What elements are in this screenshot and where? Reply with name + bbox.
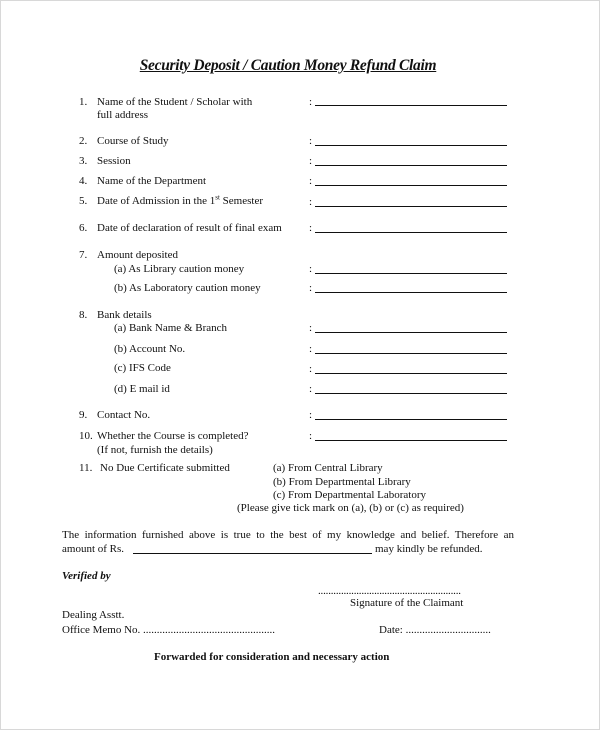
verified-by-label: Verified by (62, 570, 111, 582)
sub-label-account-no: (b) Account No. (114, 343, 186, 355)
colon: : (309, 155, 313, 167)
office-memo-field[interactable]: Office Memo No. ................................................ (62, 624, 276, 636)
item-label-bank-details: Bank details (97, 309, 152, 321)
admission-date-field[interactable] (315, 206, 507, 207)
colon: : (309, 135, 313, 147)
item-label-result-date: Date of declaration of result of final exam (97, 222, 282, 234)
sub-label-ifs-code: (c) IFS Code (114, 362, 171, 374)
item-label-course-completed: Whether the Course is completed? (97, 430, 249, 442)
item-label-furnish-details: (If not, furnish the details) (97, 444, 213, 456)
colon: : (309, 383, 313, 395)
library-caution-field[interactable] (315, 273, 507, 274)
sub-label-lab-caution: (b) As Laboratory caution money (114, 282, 261, 294)
superscript: st (215, 193, 220, 202)
colon: : (309, 409, 313, 421)
forwarded-note: Forwarded for consideration and necessary action (154, 651, 390, 663)
declaration-text: The information furnished above is true to the best of my knowledge and belief. Therefore an (62, 529, 514, 541)
colon: : (309, 175, 313, 187)
sub-label-library-caution: (a) As Library caution money (114, 263, 245, 275)
bank-name-field[interactable] (315, 332, 507, 333)
course-field[interactable] (315, 145, 507, 146)
item-number: 7. (79, 249, 88, 261)
item-number: 8. (79, 309, 88, 321)
item-number: 1. (79, 96, 88, 108)
item-number: 11. (79, 462, 93, 474)
amount-suffix: may kindly be refunded. (375, 543, 483, 555)
option-departmental-laboratory[interactable]: (c) From Departmental Laboratory (273, 489, 427, 501)
item-label-admission-date (97, 195, 263, 208)
colon: : (309, 263, 313, 275)
item-label-student-name: Name of the Student / Scholar with (97, 96, 253, 108)
course-completed-field[interactable] (315, 440, 507, 441)
item-label-address: full address (97, 109, 149, 121)
item-number: 6. (79, 222, 88, 234)
option-departmental-library[interactable]: (b) From Departmental Library (273, 476, 411, 488)
option-central-library[interactable]: (a) From Central Library (273, 462, 383, 474)
colon: : (309, 96, 313, 108)
lab-caution-field[interactable] (315, 292, 507, 293)
colon: : (309, 222, 313, 234)
item-number: 10. (79, 430, 93, 442)
amount-prefix: amount of Rs. (62, 543, 125, 555)
sub-label-email: (d) E mail id (114, 383, 170, 395)
colon: : (309, 322, 313, 334)
item-number: 4. (79, 175, 88, 187)
result-date-field[interactable] (315, 232, 507, 233)
session-field[interactable] (315, 165, 507, 166)
colon: : (309, 282, 313, 294)
colon: : (309, 196, 313, 208)
dealing-asstt-label: Dealing Asstt. (62, 609, 125, 621)
label-text: Semester (219, 195, 263, 207)
item-label-amount-deposited: Amount deposited (97, 249, 178, 261)
tick-mark-note: (Please give tick mark on (a), (b) or (c) as required) (237, 502, 464, 514)
ifs-code-field[interactable] (315, 373, 507, 374)
email-field[interactable] (315, 393, 507, 394)
signature-line[interactable]: ........................................................ (318, 585, 461, 597)
colon: : (309, 430, 313, 442)
item-label-department: Name of the Department (97, 175, 207, 187)
colon: : (309, 363, 313, 375)
department-field[interactable] (315, 185, 507, 186)
item-number: 5. (79, 195, 88, 207)
item-label-course: Course of Study (97, 135, 169, 147)
item-label-contact: Contact No. (97, 409, 151, 421)
item-number: 9. (79, 409, 88, 421)
item-number: 2. (79, 135, 88, 147)
date-field[interactable]: Date: ............................... (379, 624, 491, 636)
item-label-session: Session (97, 155, 131, 167)
item-label-no-due: No Due Certificate submitted (100, 462, 230, 474)
signature-label: Signature of the Claimant (350, 597, 464, 609)
refund-amount-field[interactable] (133, 553, 372, 554)
account-no-field[interactable] (315, 353, 507, 354)
student-name-field[interactable] (315, 105, 507, 106)
item-number: 3. (79, 155, 88, 167)
label-text: Date of Admission in the 1 (97, 195, 216, 207)
sub-label-bank-name: (a) Bank Name & Branch (114, 322, 228, 334)
contact-field[interactable] (315, 419, 507, 420)
form-title: Security Deposit / Caution Money Refund Claim (139, 57, 437, 74)
colon: : (309, 343, 313, 355)
